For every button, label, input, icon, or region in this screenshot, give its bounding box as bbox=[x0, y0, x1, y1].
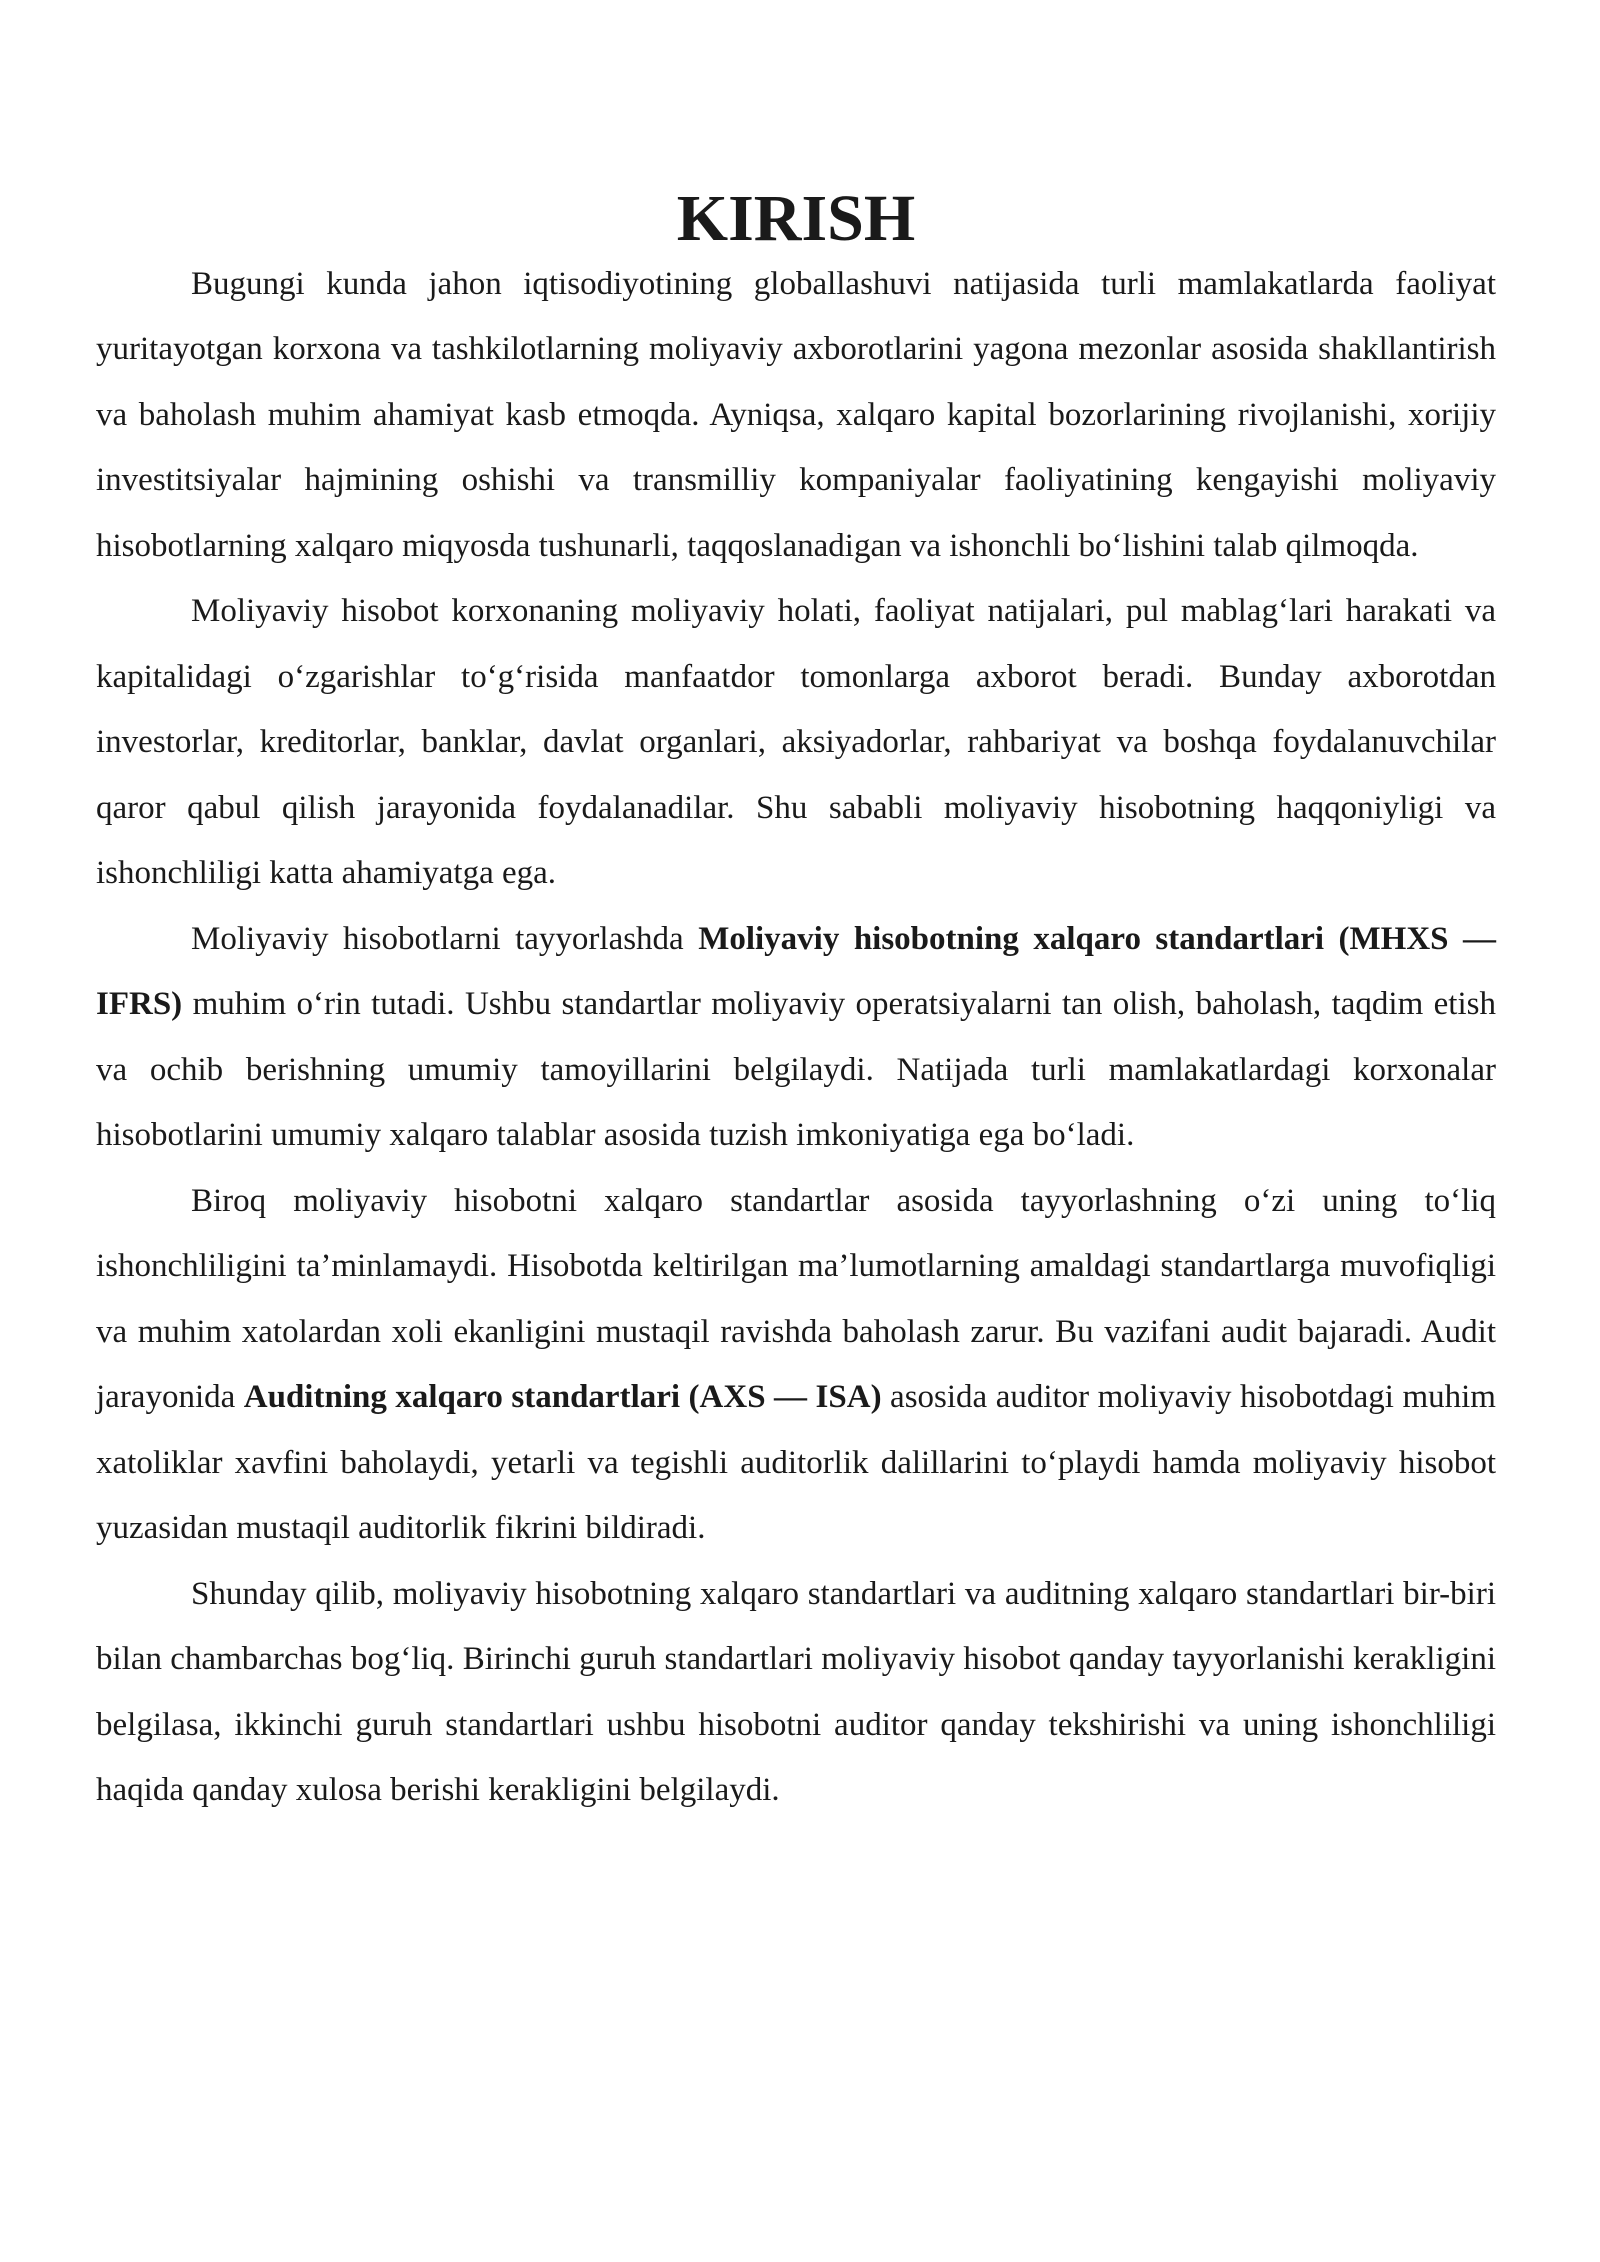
ifrs-term: Moliyaviy hisobotning xalqaro standartlari (MHXS — IFRS) bbox=[96, 920, 1497, 1022]
section-title: KIRISH bbox=[676, 182, 916, 255]
paragraph-4-text-before: Biroq moliyaviy hisobotni xalqaro standartlar asosida tayyorlashning o‘zi uning to‘liq ishonchliligini ta’minlamaydi. Hisobotda keltirilgan ma’lumotlarning amaldagi standartlarga muvofiqligi va muhim xatolardan xoli ekanligini mustaqil ravishda baholash zarur. Bu vazifani audit bajaradi. Audit jarayonida bbox=[96, 1182, 1496, 1415]
paragraph-4 bbox=[96, 1169, 1496, 1562]
paragraph-5: Shunday qilib, moliyaviy hisobotning xalqaro standartlari va auditning xalqaro standartlari bir-biri bilan chambarchas bog‘liq. Birinchi guruh standartlari moliyaviy hisobot qanday tayyorlanishi kerakligini belgilasa, ikkinchi guruh standartlari ushbu hisobotni auditor qanday tekshirishi va uning ishonchliligi haqida qanday xulosa berishi kerakligini belgilaydi. bbox=[96, 1575, 1496, 1808]
paragraph-3-text-after: muhim o‘rin tutadi. Ushbu standartlar moliyaviy operatsiyalarni tan olish, baholash, taqdim etish va ochib berishning umumiy tamoyillarini belgilaydi. Natijada turli mamlakatlardagi korxonalar hisobotlarini umumiy xalqaro talablar asosida tuzish imkoniyatiga ega bo‘ladi. bbox=[96, 986, 1496, 1153]
paragraph-3 bbox=[96, 907, 1496, 1169]
paragraph-3-text-before: Moliyaviy hisobotlarni tayyorlashda bbox=[191, 920, 699, 957]
paragraph-2: Moliyaviy hisobot korxonaning moliyaviy holati, faoliyat natijalari, pul mablag‘lari harakati va kapitalidagi o‘zgarishlar to‘g‘risida manfaatdor tomonlarga axborot beradi. Bunday axborotdan investorlar, kreditorlar, banklar, davlat organlari, aksiyadorlar, rahbariyat va boshqa foydalanuvchilar qaror qabul qilish jarayonida foydalanadilar. Shu sababli moliyaviy hisobotning haqqoniyligi va ishonchliligi katta ahamiyatga ega. bbox=[96, 593, 1496, 891]
document-page bbox=[96, 182, 1497, 1824]
paragraph-1: Bugungi kunda jahon iqtisodiyotining globallashuvi natijasida turli mamlakatlarda faoliyat yuritayotgan korxona va tashkilotlarning moliyaviy axborotlarini yagona mezonlar asosida shakllantirish va baholash muhim ahamiyat kasb etmoqda. Ayniqsa, xalqaro kapital bozorlarining rivojlanishi, xorijiy investitsiyalar hajmining oshishi va transmilliy kompaniyalar faoliyatining kengayishi moliyaviy hisobotlarning xalqaro miqyosda tushunarli, taqqoslanadigan va ishonchli bo‘lishini talab qilmoqda. bbox=[96, 265, 1496, 564]
paragraph-4-text-after: asosida auditor moliyaviy hisobotdagi muhim xatoliklar xavfini baholaydi, yetarli va tegishli auditorlik dalillarini to‘playdi hamda moliyaviy hisobot yuzasidan mustaqil auditorlik fikrini bildiradi. bbox=[96, 1379, 1496, 1546]
isa-term: Auditning xalqaro standartlari (AXS — ISA) bbox=[243, 1379, 882, 1415]
